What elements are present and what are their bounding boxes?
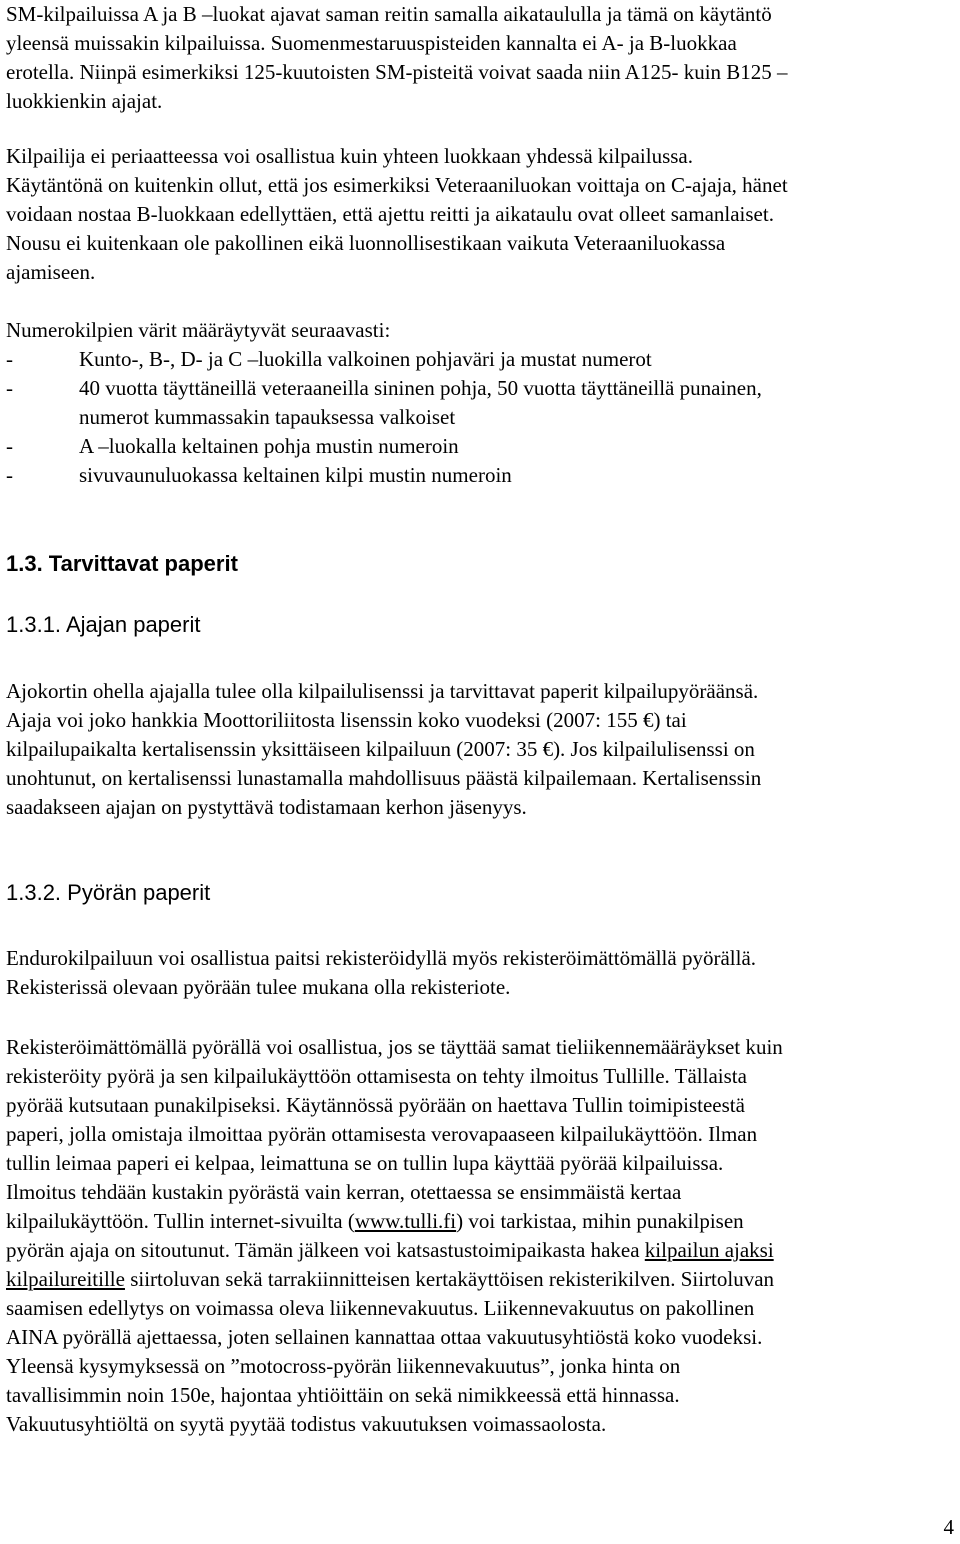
text-line: ajamiseen. xyxy=(6,260,96,284)
subsection-heading: 1.3.2. Pyörän paperit xyxy=(6,880,211,905)
list-item xyxy=(6,374,956,432)
list-bullet: - xyxy=(6,347,13,371)
text-line: sivuvaunuluokassa keltainen kilpi mustin numeroin xyxy=(79,463,512,487)
list-item xyxy=(6,345,956,374)
text-segment: siirtoluvan sekä tarrakiinnitteisen kertakäyttöisen rekisterikilven. Siirtoluvan xyxy=(124,1267,775,1291)
list-item xyxy=(6,461,956,490)
text-line xyxy=(6,1207,956,1236)
page-number: 4 xyxy=(943,1515,954,1539)
text-segment: kilpailukäyttöön. Tullin internet-sivuilta ( xyxy=(6,1209,355,1233)
paragraph-sm-classes xyxy=(6,0,956,116)
text-line: kilpailupaikalta kertalisenssin yksittäiseen kilpailuun (2007: 35 €). Jos kilpailulisenssi on xyxy=(6,737,755,761)
tulli-link[interactable]: www.tulli.fi xyxy=(354,1209,457,1233)
text-line: erotella. Niinpä esimerkiksi 125-kuutoisten SM-pisteitä voivat saada niin A125- kuin B125 – xyxy=(6,60,788,84)
text-segment: ) voi tarkistaa, mihin punakilpisen xyxy=(456,1209,744,1233)
text-line: paperi, jolla omistaja ilmoittaa pyörän ottamisesta verovapaaseen kilpailukäyttöön. Ilman xyxy=(6,1122,758,1146)
paragraph-unregistered-bike xyxy=(6,1033,956,1439)
text-line: rekisteröity pyörä ja sen kilpailukäyttöön ottamisesta on tehty ilmoitus Tullille. Tällaista xyxy=(6,1064,747,1088)
text-line xyxy=(6,1265,956,1294)
plate-colors-intro: Numerokilpien värit määräytyvät seuraavasti: xyxy=(6,318,391,342)
route-permit-link[interactable]: kilpailun ajaksi xyxy=(644,1238,774,1262)
text-line: unohtunut, on kertalisenssi lunastamalla mahdollisuus päästä kilpailemaan. Kertalisenssin xyxy=(6,766,762,790)
text-line: tavallisimmin noin 150e, hajontaa yhtiöittäin on sekä nimikkeessä että hinnassa. xyxy=(6,1383,680,1407)
text-line: yleensä muissakin kilpailuissa. Suomenmestaruuspisteiden kannalta ei A- ja B-luokkaa xyxy=(6,31,737,55)
text-line: AINA pyörällä ajettaessa, joten sellainen kannattaa ottaa vakuutusyhtiöstä koko vuodeksi. xyxy=(6,1325,763,1349)
text-line: Nousu ei kuitenkaan ole pakollinen eikä luonnollisestikaan vaikuta Veteraaniluokassa xyxy=(6,231,726,255)
text-line: Käytäntönä on kuitenkin ollut, että jos esimerkiksi Veteraaniluokan voittaja on C-ajaja, hänet xyxy=(6,173,788,197)
text-line: Rekisteröimättömällä pyörällä voi osallistua, jos se täyttää samat tieliikennemääräykset kuin xyxy=(6,1035,783,1059)
list-bullet: - xyxy=(6,463,13,487)
text-line: Yleensä kysymyksessä on ”motocross-pyörän liikennevakuutus”, jonka hinta on xyxy=(6,1354,681,1378)
text-line: tullin leimaa paperi ei kelpaa, leimattuna se on tullin lupa käyttää pyörää kilpailuissa. xyxy=(6,1151,724,1175)
route-permit-link-continued[interactable]: kilpailureitille xyxy=(6,1267,125,1291)
text-line: Endurokilpailuun voi osallistua paitsi rekisteröidyllä myös rekisteröimättömällä pyörällä. xyxy=(6,946,757,970)
text-line: Kunto-, B-, D- ja C –luokilla valkoinen pohjaväri ja mustat numerot xyxy=(79,347,652,371)
paragraph-rider-papers xyxy=(6,677,956,822)
text-segment: pyörän ajaja on sitoutunut. Tämän jälkeen voi katsastustoimipaikasta hakea xyxy=(6,1238,645,1262)
paragraph-bike-papers xyxy=(6,944,956,1002)
subsection-heading: 1.3.1. Ajajan paperit xyxy=(6,612,201,637)
text-line: Kilpailija ei periaatteessa voi osallistua kuin yhteen luokkaan yhdessä kilpailussa. xyxy=(6,144,693,168)
text-line: numerot kummassakin tapauksessa valkoiset xyxy=(79,405,456,429)
list-bullet: - xyxy=(6,376,13,400)
text-line: Ajokortin ohella ajajalla tulee olla kilpailulisenssi ja tarvittavat paperit kilpailupyöräänsä. xyxy=(6,679,759,703)
text-line: Ajaja voi joko hankkia Moottoriliitosta lisenssin koko vuodeksi (2007: 155 €) tai xyxy=(6,708,687,732)
text-line: Rekisterissä olevaan pyörään tulee mukana olla rekisteriote. xyxy=(6,975,511,999)
text-line: saamisen edellytys on voimassa oleva liikennevakuutus. Liikennevakuutus on pakollinen xyxy=(6,1296,755,1320)
text-line xyxy=(6,1236,956,1265)
list-item xyxy=(6,432,956,461)
list-bullet: - xyxy=(6,434,13,458)
text-line: voidaan nostaa B-luokkaan edellyttäen, että ajettu reitti ja aikataulu ovat olleet samanlaiset. xyxy=(6,202,774,226)
plate-colors-list xyxy=(6,345,956,490)
text-line: saadakseen ajajan on pystyttävä todistamaan kerhon jäsenyys. xyxy=(6,795,527,819)
text-line: SM-kilpailuissa A ja B –luokat ajavat saman reitin samalla aikataululla ja tämä on käytäntö xyxy=(6,2,772,26)
paragraph-one-class-rule xyxy=(6,142,956,287)
text-line: pyörää kutsutaan punakilpiseksi. Käytännössä pyörään on haettava Tullin toimipisteestä xyxy=(6,1093,745,1117)
text-line: Vakuutusyhtiöltä on syytä pyytää todistus vakuutuksen voimassaolosta. xyxy=(6,1412,607,1436)
text-line: luokkienkin ajajat. xyxy=(6,89,163,113)
section-heading: 1.3. Tarvittavat paperit xyxy=(6,551,238,576)
text-line: A –luokalla keltainen pohja mustin numeroin xyxy=(79,434,459,458)
text-line: 40 vuotta täyttäneillä veteraaneilla sininen pohja, 50 vuotta täyttäneillä punainen, xyxy=(79,376,762,400)
text-line: Ilmoitus tehdään kustakin pyörästä vain kerran, otettaessa se ensimmäistä kertaa xyxy=(6,1180,682,1204)
